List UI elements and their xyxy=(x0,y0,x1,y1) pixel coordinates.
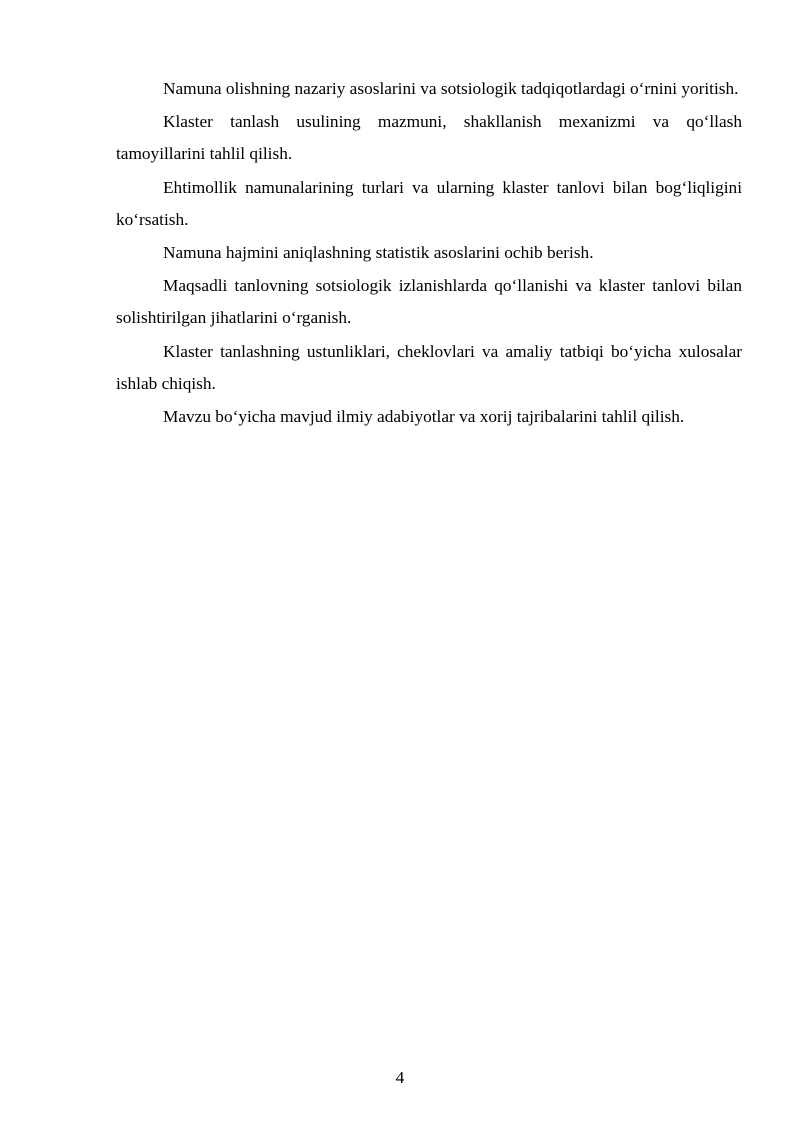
body-text xyxy=(116,73,742,434)
paragraph-4: Namuna hajmini aniqlashning statistik asoslarini ochib berish. xyxy=(163,243,594,263)
paragraph-7: Mavzu bo‘yicha mavjud ilmiy adabiyotlar va xorij tajribalarini tahlil qilish. xyxy=(163,407,685,427)
paragraph-2: Klaster tanlash usulining mazmuni, shakllanish mexanizmi va qo‘llash tamoyillarini tahlil qilish. xyxy=(116,112,742,164)
paragraph-1: Namuna olishning nazariy asoslarini va sotsiologik tadqiqotlardagi o‘rnini yoritish. xyxy=(163,79,739,98)
paragraph-5: Maqsadli tanlovning sotsiologik izlanishlarda qo‘llanishi va klaster tanlovi bilan solishtirilgan jihatlarini o‘rganish. xyxy=(116,276,742,328)
paragraph-6: Klaster tanlashning ustunliklari, cheklovlari va amaliy tatbiqi bo‘yicha xulosalar ishlab chiqish. xyxy=(116,341,742,393)
page-number: 4 xyxy=(395,1068,405,1087)
paragraph-3: Ehtimollik namunalarining turlari va ularning klaster tanlovi bilan bog‘liqligini ko‘rsatish. xyxy=(116,177,742,229)
